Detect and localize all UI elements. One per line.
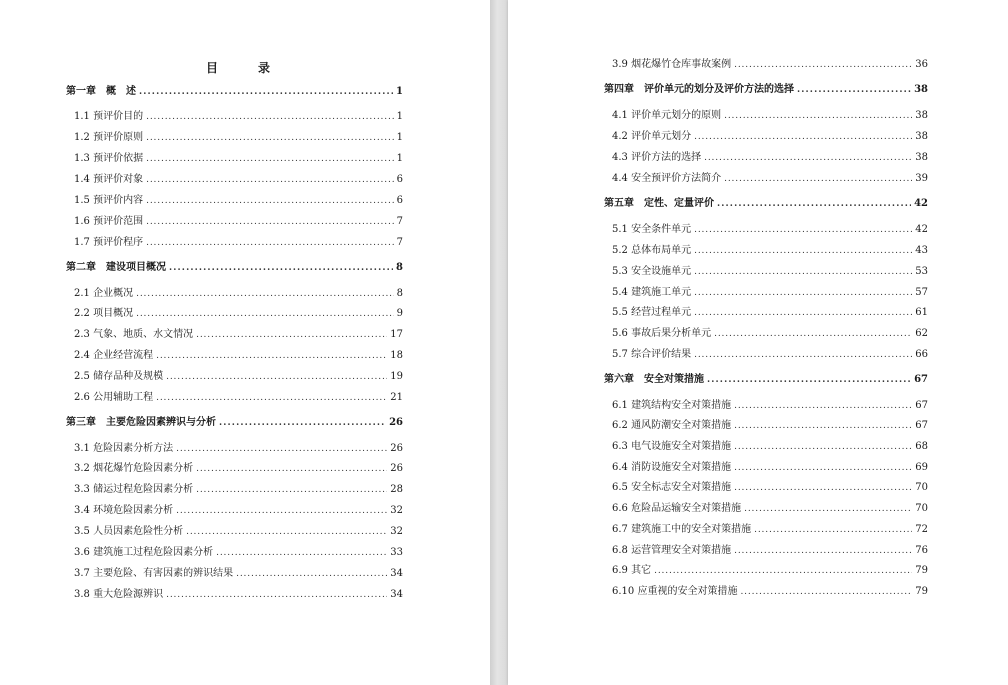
toc-entry-label: 1.5 预评价内容	[74, 195, 144, 206]
toc-chapter-entry[interactable]	[604, 198, 928, 210]
toc-section-entry[interactable]	[612, 400, 928, 412]
toc-entry-label: 4.4 安全预评价方法简介	[612, 173, 722, 184]
toc-leader-dots	[754, 524, 912, 536]
toc-entry-label: 1.4 预评价对象	[74, 174, 144, 185]
toc-page-number: 7	[396, 216, 403, 227]
toc-leader-dots	[734, 400, 912, 412]
toc-entry-label: 2.5 储存品种及规模	[74, 371, 164, 382]
right-page	[508, 0, 1008, 685]
toc-page-number: 43	[915, 245, 928, 256]
toc-chapter-entry[interactable]	[604, 374, 928, 386]
toc-leader-dots	[136, 288, 394, 300]
toc-leader-dots	[146, 153, 394, 165]
toc-page-number: 42	[914, 198, 928, 209]
toc-section-entry[interactable]	[74, 484, 403, 496]
toc-leader-dots	[740, 586, 912, 598]
toc-section-entry[interactable]	[74, 526, 403, 538]
toc-entry-label: 6.4 消防设施安全对策措施	[612, 462, 732, 473]
toc-leader-dots	[694, 307, 912, 319]
toc-leader-dots	[654, 565, 912, 577]
toc-section-entry[interactable]	[612, 266, 928, 278]
toc-page-number: 66	[915, 349, 928, 360]
toc-section-entry[interactable]	[612, 131, 928, 143]
toc-page-number: 34	[390, 568, 403, 579]
toc-leader-dots	[176, 443, 387, 455]
toc-leader-dots	[236, 568, 387, 580]
toc-leader-dots	[156, 392, 387, 404]
toc-section-entry[interactable]	[74, 288, 403, 300]
toc-leader-dots	[694, 287, 912, 299]
left-page	[0, 0, 490, 685]
toc-entry-label: 2.1 企业概况	[74, 288, 134, 299]
toc-section-entry[interactable]	[612, 503, 928, 515]
toc-leader-dots	[694, 131, 912, 143]
toc-page-number: 38	[915, 110, 928, 121]
toc-page-number: 72	[915, 524, 928, 535]
toc-section-entry[interactable]	[612, 245, 928, 257]
page-gutter	[490, 0, 508, 685]
toc-section-entry[interactable]	[612, 349, 928, 361]
toc-leader-dots	[139, 86, 393, 98]
toc-leader-dots	[694, 224, 912, 236]
toc-leader-dots	[714, 328, 912, 340]
toc-page-number: 69	[915, 462, 928, 473]
toc-leader-dots	[744, 503, 912, 515]
toc-entry-label: 3.3 储运过程危险因素分析	[74, 484, 194, 495]
toc-entry-label: 3.2 烟花爆竹危险因素分析	[74, 463, 194, 474]
toc-page-number: 6	[396, 195, 403, 206]
toc-leader-dots	[196, 463, 387, 475]
toc-entry-label: 6.9 其它	[612, 565, 652, 576]
toc-title: 目 录	[205, 61, 284, 75]
toc-page-number: 1	[396, 86, 403, 97]
toc-section-entry[interactable]	[74, 371, 403, 383]
toc-entry-label: 第四章 评价单元的划分及评价方法的选择	[604, 84, 794, 95]
toc-entry-label: 第五章 定性、定量评价	[604, 198, 714, 209]
toc-page-number: 36	[915, 59, 928, 70]
toc-entry-label: 5.5 经营过程单元	[612, 307, 692, 318]
toc-entry-label: 4.1 评价单元划分的原则	[612, 110, 722, 121]
toc-entry-label: 6.1 建筑结构安全对策措施	[612, 400, 732, 411]
toc-leader-dots	[724, 110, 912, 122]
toc-section-entry[interactable]	[74, 132, 403, 144]
toc-entry-label: 1.6 预评价范围	[74, 216, 144, 227]
toc-leader-dots	[717, 198, 911, 210]
toc-section-entry[interactable]	[74, 237, 403, 249]
toc-page-number: 8	[396, 288, 403, 299]
toc-leader-dots	[734, 59, 912, 71]
toc-page-number: 67	[915, 400, 928, 411]
toc-leader-dots	[694, 266, 912, 278]
toc-entry-label: 2.6 公用辅助工程	[74, 392, 154, 403]
toc-section-entry[interactable]	[612, 420, 928, 432]
toc-page-number: 61	[915, 307, 928, 318]
toc-section-entry[interactable]	[612, 328, 928, 340]
toc-section-entry[interactable]	[612, 110, 928, 122]
toc-leader-dots	[146, 132, 394, 144]
toc-entry-label: 1.7 预评价程序	[74, 237, 144, 248]
toc-section-entry[interactable]	[612, 224, 928, 236]
toc-leader-dots	[146, 111, 394, 123]
toc-page-number: 76	[915, 545, 928, 556]
toc-page-number: 32	[390, 526, 403, 537]
toc-page-number: 79	[915, 565, 928, 576]
toc-leader-dots	[704, 152, 912, 164]
toc-page-number: 7	[396, 237, 403, 248]
toc-leader-dots	[694, 245, 912, 257]
toc-entry-label: 5.4 建筑施工单元	[612, 287, 692, 298]
toc-section-entry[interactable]	[74, 329, 403, 341]
toc-entry-label: 3.1 危险因素分析方法	[74, 443, 174, 454]
toc-leader-dots	[186, 526, 387, 538]
toc-page-number: 6	[396, 174, 403, 185]
toc-leader-dots	[176, 505, 387, 517]
toc-entry-label: 6.7 建筑施工中的安全对策措施	[612, 524, 752, 535]
toc-leader-dots	[146, 174, 394, 186]
toc-entry-label: 第二章 建设项目概况	[66, 262, 166, 273]
toc-page-number: 17	[390, 329, 403, 340]
toc-leader-dots	[694, 349, 912, 361]
toc-entry-label: 4.2 评价单元划分	[612, 131, 692, 142]
toc-section-entry[interactable]	[612, 287, 928, 299]
toc-page-number: 21	[390, 392, 403, 403]
toc-page-number: 34	[390, 589, 403, 600]
toc-chapter-entry[interactable]	[66, 417, 403, 429]
toc-leader-dots	[219, 417, 386, 429]
toc-page-number: 8	[396, 262, 403, 273]
toc-section-entry[interactable]	[612, 173, 928, 185]
toc-page-number: 39	[915, 173, 928, 184]
toc-leader-dots	[734, 462, 912, 474]
toc-section-entry[interactable]	[612, 307, 928, 319]
toc-section-entry[interactable]	[74, 153, 403, 165]
toc-entry-label: 5.3 安全设施单元	[612, 266, 692, 277]
toc-page-number: 79	[915, 586, 928, 597]
toc-entry-label: 6.10 应重视的安全对策措施	[612, 586, 738, 597]
toc-leader-dots	[169, 262, 393, 274]
toc-leader-dots	[166, 589, 387, 601]
toc-section-entry[interactable]	[74, 589, 403, 601]
toc-page-number: 38	[914, 84, 928, 95]
toc-leader-dots	[734, 482, 912, 494]
toc-page-number: 70	[915, 503, 928, 514]
toc-leader-dots	[797, 84, 911, 96]
toc-section-entry[interactable]	[74, 195, 403, 207]
toc-section-entry[interactable]	[74, 463, 403, 475]
toc-section-entry[interactable]	[74, 308, 403, 320]
toc-section-entry[interactable]	[74, 216, 403, 228]
toc-leader-dots	[216, 547, 387, 559]
toc-leader-dots	[196, 484, 387, 496]
toc-entry-label: 5.6 事故后果分析单元	[612, 328, 712, 339]
toc-entry-label: 3.4 环境危险因素分析	[74, 505, 174, 516]
toc-leader-dots	[707, 374, 911, 386]
toc-page-number: 1	[396, 153, 403, 164]
toc-entry-label: 3.7 主要危险、有害因素的辨识结果	[74, 568, 234, 579]
toc-entry-label: 第三章 主要危险因素辨识与分析	[66, 417, 216, 428]
toc-entry-label: 4.3 评价方法的选择	[612, 152, 702, 163]
toc-section-entry[interactable]	[74, 568, 403, 580]
toc-section-entry[interactable]	[612, 482, 928, 494]
toc-section-entry[interactable]	[74, 111, 403, 123]
toc-page-number: 18	[390, 350, 403, 361]
toc-entry-label: 第一章 概 述	[66, 86, 136, 97]
toc-leader-dots	[146, 216, 394, 228]
toc-entry-label: 2.3 气象、地质、水文情况	[74, 329, 194, 340]
toc-page-number: 26	[390, 443, 403, 454]
toc-page-number: 32	[390, 505, 403, 516]
toc-section-entry[interactable]	[74, 505, 403, 517]
toc-leader-dots	[734, 545, 912, 557]
toc-section-entry[interactable]	[612, 524, 928, 536]
toc-page-number: 28	[390, 484, 403, 495]
toc-chapter-entry[interactable]	[66, 86, 403, 98]
toc-page-number: 26	[390, 463, 403, 474]
toc-section-entry[interactable]	[612, 462, 928, 474]
toc-entry-label: 1.2 预评价原则	[74, 132, 144, 143]
toc-section-entry[interactable]	[612, 441, 928, 453]
toc-leader-dots	[196, 329, 387, 341]
toc-page-number: 67	[914, 374, 928, 385]
toc-page-number: 67	[915, 420, 928, 431]
toc-entry-label: 5.1 安全条件单元	[612, 224, 692, 235]
toc-page-number: 70	[915, 482, 928, 493]
toc-entry-label: 3.6 建筑施工过程危险因素分析	[74, 547, 214, 558]
toc-entry-label: 6.3 电气设施安全对策措施	[612, 441, 732, 452]
toc-section-entry[interactable]	[612, 545, 928, 557]
toc-entry-label: 5.7 综合评价结果	[612, 349, 692, 360]
toc-page-number: 26	[389, 417, 403, 428]
toc-page-number: 38	[915, 131, 928, 142]
toc-entry-label: 6.5 安全标志安全对策措施	[612, 482, 732, 493]
toc-entry-label: 3.9 烟花爆竹仓库事故案例	[612, 59, 732, 70]
toc-page-number: 62	[915, 328, 928, 339]
toc-page-number: 1	[396, 132, 403, 143]
toc-entry-label: 6.6 危险品运输安全对策措施	[612, 503, 742, 514]
toc-entry-label: 5.2 总体布局单元	[612, 245, 692, 256]
toc-chapter-entry[interactable]	[66, 262, 403, 274]
toc-leader-dots	[146, 237, 394, 249]
toc-leader-dots	[156, 350, 387, 362]
toc-leader-dots	[734, 420, 912, 432]
toc-page-number: 42	[915, 224, 928, 235]
toc-entry-label: 第六章 安全对策措施	[604, 374, 704, 385]
toc-entry-label: 1.3 预评价依据	[74, 153, 144, 164]
toc-page-number: 9	[396, 308, 403, 319]
toc-entry-label: 2.2 项目概况	[74, 308, 134, 319]
toc-section-entry[interactable]	[74, 443, 403, 455]
toc-entry-label: 3.5 人员因素危险性分析	[74, 526, 184, 537]
toc-page-number: 57	[915, 287, 928, 298]
toc-leader-dots	[724, 173, 912, 185]
toc-leader-dots	[146, 195, 394, 207]
toc-section-entry[interactable]	[74, 392, 403, 404]
toc-page-number: 33	[390, 547, 403, 558]
toc-chapter-entry[interactable]	[604, 84, 928, 96]
toc-section-entry[interactable]	[74, 174, 403, 186]
toc-entry-label: 2.4 企业经营流程	[74, 350, 154, 361]
toc-entry-label: 6.8 运营管理安全对策措施	[612, 545, 732, 556]
toc-entry-label: 3.8 重大危险源辨识	[74, 589, 164, 600]
toc-leader-dots	[166, 371, 387, 383]
toc-entry-label: 1.1 预评价目的	[74, 111, 144, 122]
toc-page-number: 68	[915, 441, 928, 452]
toc-leader-dots	[734, 441, 912, 453]
toc-section-entry[interactable]	[612, 565, 928, 577]
toc-entry-label: 6.2 通风防潮安全对策措施	[612, 420, 732, 431]
toc-section-entry[interactable]	[74, 547, 403, 559]
toc-leader-dots	[136, 308, 394, 320]
toc-page-number: 53	[915, 266, 928, 277]
toc-page-number: 19	[390, 371, 403, 382]
toc-section-entry[interactable]	[612, 59, 928, 71]
toc-section-entry[interactable]	[612, 152, 928, 164]
toc-page-number: 38	[915, 152, 928, 163]
toc-section-entry[interactable]	[612, 586, 928, 598]
toc-page-number: 1	[396, 111, 403, 122]
toc-section-entry[interactable]	[74, 350, 403, 362]
